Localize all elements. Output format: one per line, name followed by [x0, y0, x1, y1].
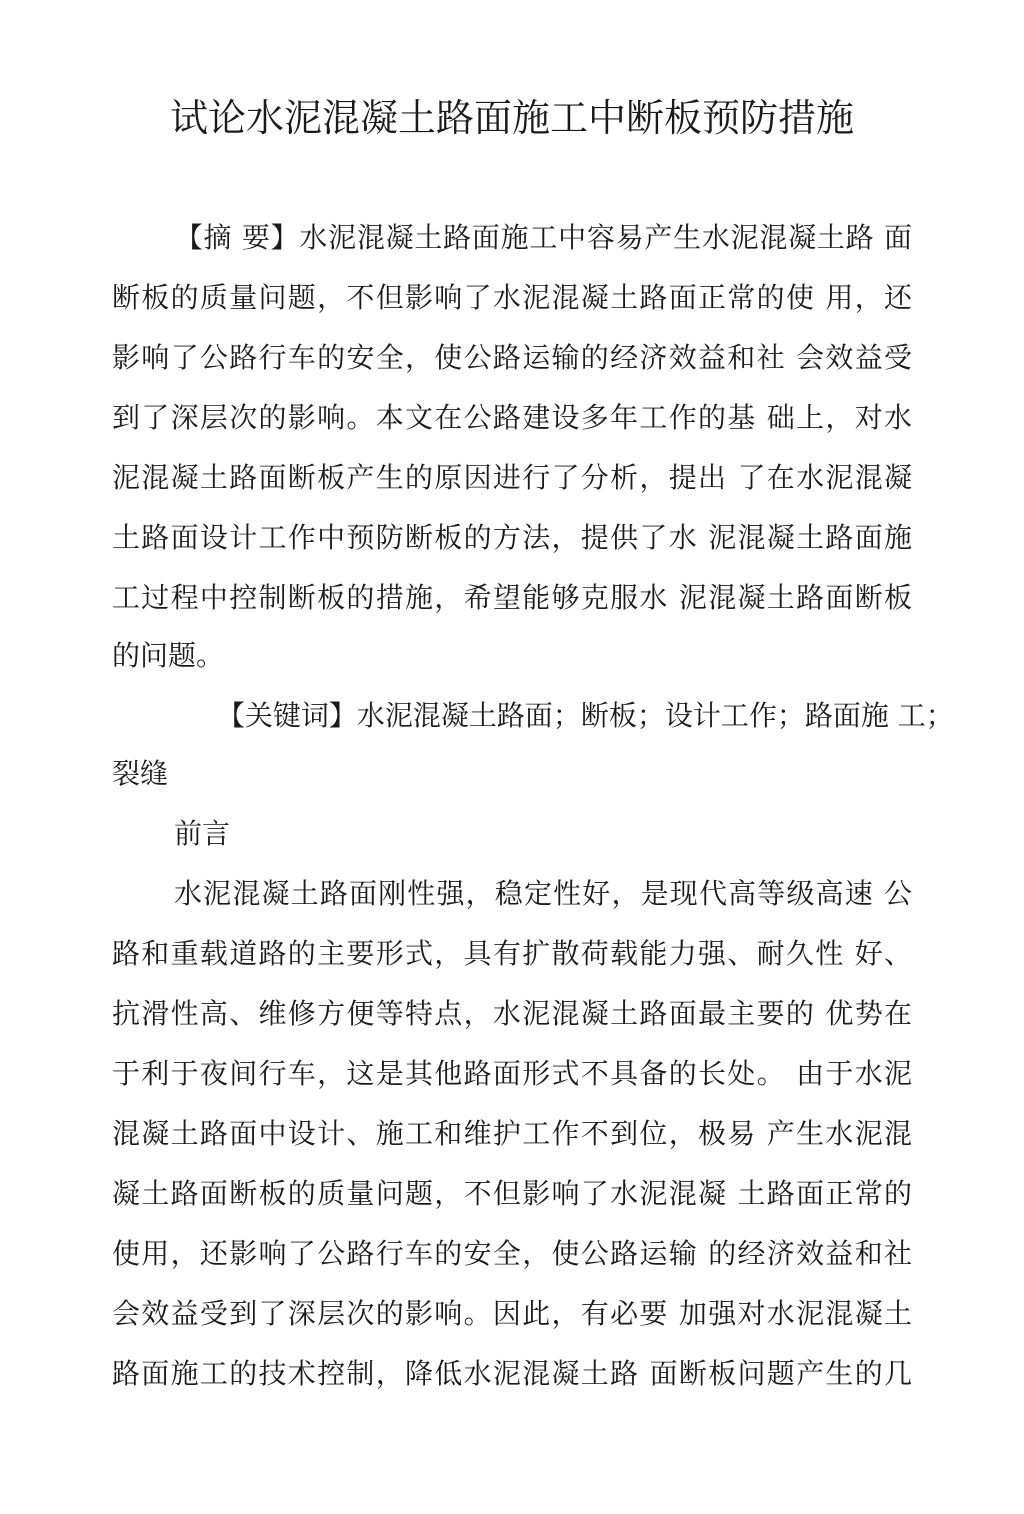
section-heading: 前言: [174, 817, 231, 850]
abstract-line: 到了深层次的影响。本文在公路建设多年工作的基 础上，对水: [112, 401, 912, 434]
abstract-line: 影响了公路行车的安全，使公路运输的经济效益和社 会效益受: [112, 341, 912, 374]
keywords-line: 【关键词】水泥混凝土路面；断板；设计工作；路面施 工；: [180, 699, 954, 732]
body-line: 水泥混凝土路面刚性强，稳定性好，是现代高等级高速 公: [174, 877, 912, 910]
body-line: 于利于夜间行车，这是其他路面形式不具备的长处。 由于水泥: [112, 1057, 912, 1090]
abstract-line: 土路面设计工作中预防断板的方法，提供了水 泥混凝土路面施: [112, 521, 912, 554]
body-line: 路面施工的技术控制，降低水泥混凝土路 面断板问题产生的几: [112, 1357, 912, 1390]
abstract-line: 【摘 要】水泥混凝土路面施工中容易产生水泥混凝土路 面: [160, 221, 912, 254]
keywords-line: 裂缝: [112, 757, 169, 790]
abstract-line: 泥混凝土路面断板产生的原因进行了分析，提出 了在水泥混凝: [112, 461, 912, 494]
body-line: 凝土路面断板的质量问题，不但影响了水泥混凝 土路面正常的: [112, 1177, 912, 1210]
abstract-line: 断板的质量问题，不但影响了水泥混凝土路面正常的使 用，还: [112, 281, 912, 314]
body-line: 使用，还影响了公路行车的安全，使公路运输 的经济效益和社: [112, 1237, 912, 1270]
body-line: 路和重载道路的主要形式，具有扩散荷载能力强、耐久性 好、: [112, 937, 912, 970]
document-title: 试论水泥混凝土路面施工中断板预防措施: [169, 96, 854, 140]
body-line: 抗滑性高、维修方便等特点，水泥混凝土路面最主要的 优势在: [112, 997, 912, 1030]
body-line: 混凝土路面中设计、施工和维护工作不到位，极易 产生水泥混: [112, 1117, 912, 1150]
body-line: 会效益受到了深层次的影响。因此，有必要 加强对水泥混凝土: [112, 1297, 912, 1330]
abstract-line: 工过程中控制断板的措施，希望能够克服水 泥混凝土路面断板: [112, 581, 912, 614]
abstract-line: 的问题。: [112, 639, 225, 672]
